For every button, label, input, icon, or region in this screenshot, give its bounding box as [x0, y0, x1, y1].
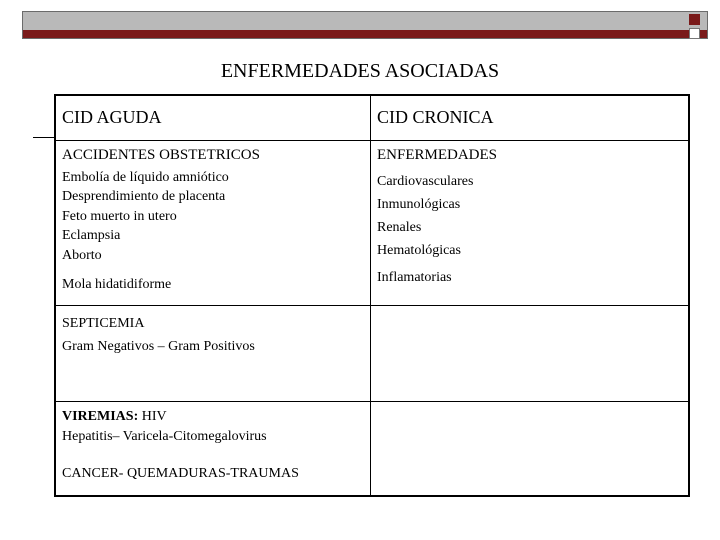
header-bar: [22, 11, 708, 39]
septicemia-text: Gram Negativos – Gram Positivos: [62, 339, 255, 355]
viremias-heading-line: [62, 407, 370, 427]
obstetricos-list: [62, 168, 370, 266]
cell-viremias: [55, 402, 371, 496]
enfermedades-heading: ENFERMEDADES: [377, 146, 498, 163]
cancer-text: CANCER- QUEMADURAS-TRAUMAS: [62, 466, 299, 482]
table-row: [55, 402, 689, 496]
list-item: Hematológicas: [377, 242, 461, 258]
cell-septicemia: [55, 306, 371, 402]
list-item: Renales: [377, 219, 422, 235]
viremias-text: Hepatitis– Varicela-Citomegalovirus: [62, 429, 267, 445]
septicemia-block: [62, 312, 370, 358]
list-item: Eclampsia: [62, 228, 121, 244]
header-cid-cronica: CID CRONICA: [371, 95, 690, 140]
associated-diseases-table: [54, 94, 690, 497]
header-cid-aguda: CID AGUDA: [55, 95, 371, 140]
viremias-inline: HIV: [138, 409, 167, 425]
table-header-row: [55, 95, 689, 140]
list-item: Desprendimiento de placenta: [62, 189, 226, 205]
list-item: Feto muerto in utero: [62, 208, 177, 224]
list-item: Embolía de líquido amniótico: [62, 169, 229, 185]
cell-enfermedades: [371, 140, 690, 306]
left-rule: [33, 137, 55, 138]
header-bar-gray: [23, 12, 707, 30]
corner-square-filled: [689, 14, 700, 25]
cell-obstetricos: [55, 140, 371, 306]
page-title: ENFERMEDADES ASOCIADAS: [220, 60, 500, 82]
corner-square-empty: [689, 28, 700, 39]
obstetricos-heading: ACCIDENTES OBSTETRICOS: [62, 146, 260, 163]
cell-empty: [371, 402, 690, 496]
septicemia-heading: SEPTICEMIA: [62, 316, 145, 332]
header-bar-accent: [23, 30, 707, 38]
cell-empty: [371, 306, 690, 402]
viremias-block: [62, 407, 370, 484]
list-item: Mola hidatidiforme: [62, 277, 172, 293]
table-row: [55, 140, 689, 306]
viremias-heading: VIREMIAS:: [62, 409, 139, 425]
enfermedades-list: [377, 170, 688, 289]
list-item: Cardiovasculares: [377, 173, 474, 189]
table-row: [55, 306, 689, 402]
list-item: Inmunológicas: [377, 196, 461, 212]
list-item: Aborto: [62, 247, 102, 263]
list-item: Inflamatorias: [377, 269, 452, 285]
